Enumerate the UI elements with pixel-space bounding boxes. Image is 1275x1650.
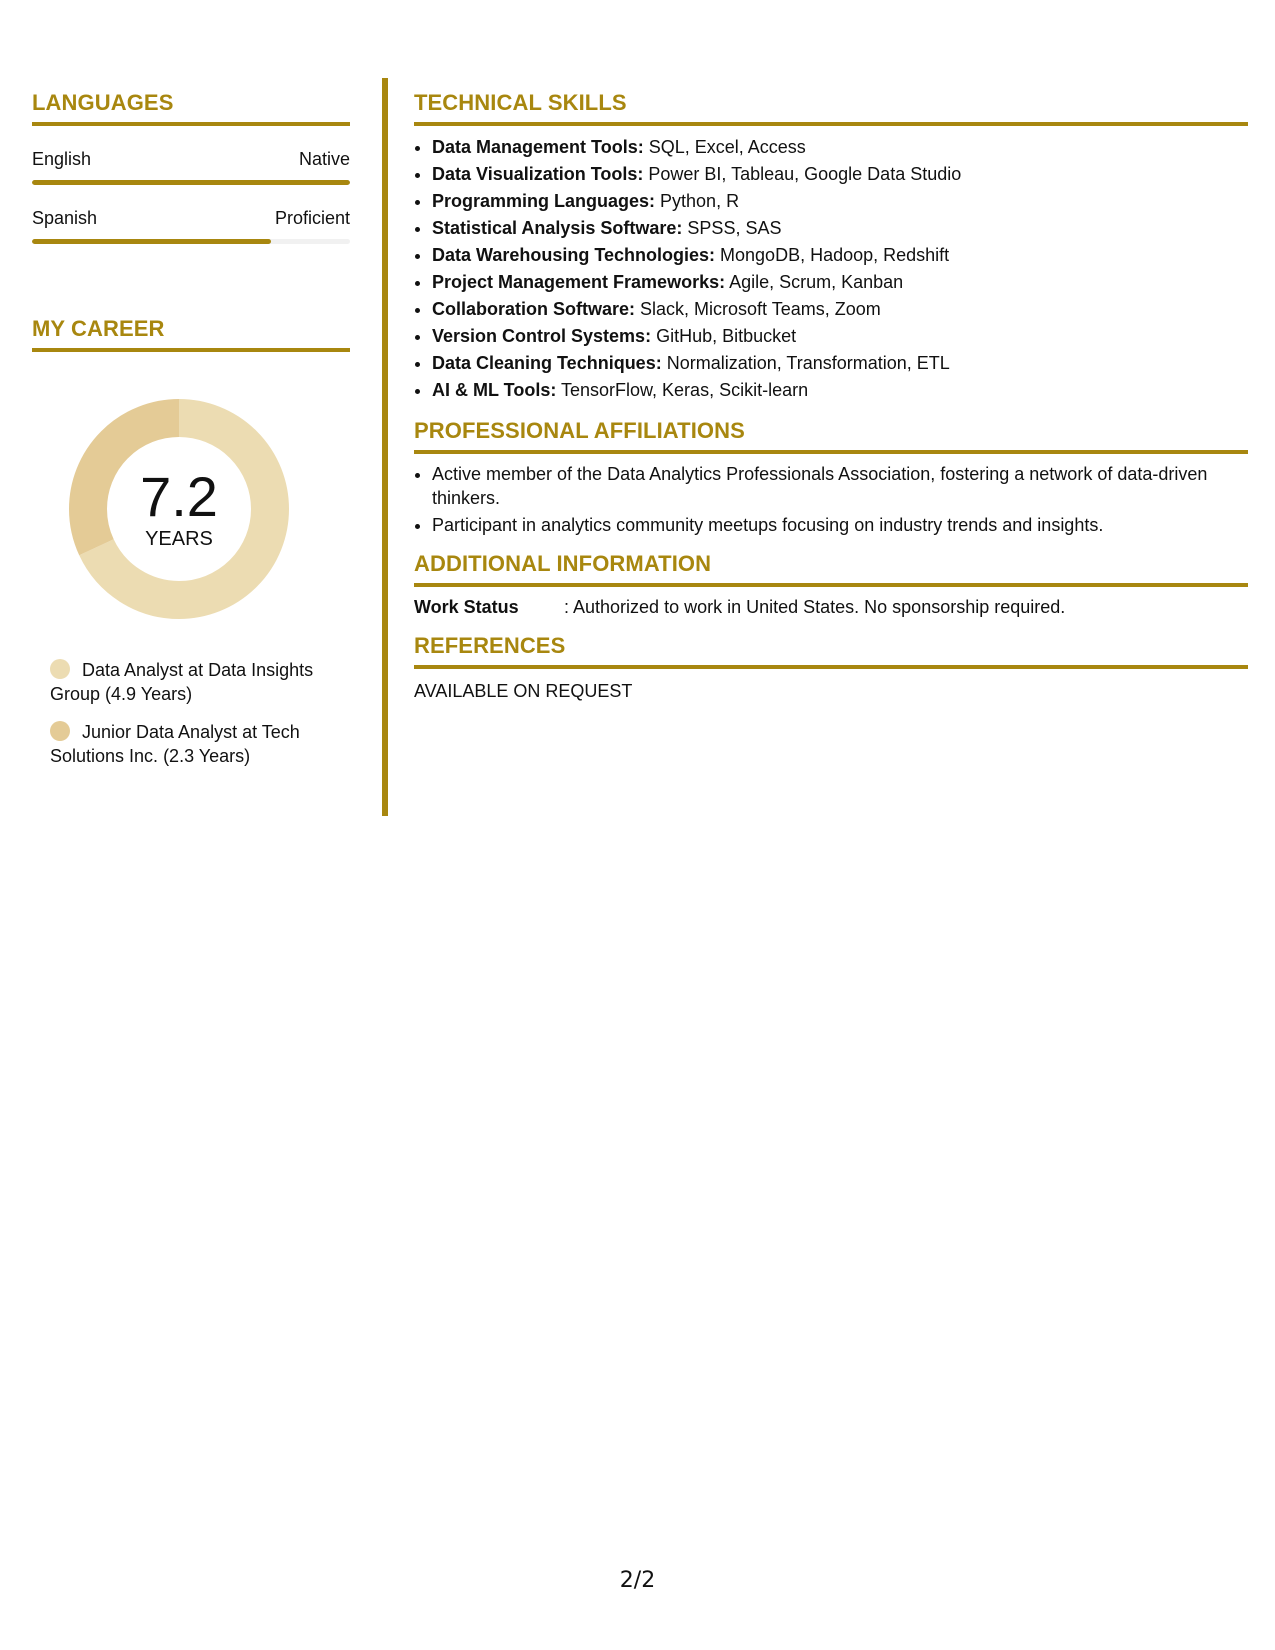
- affiliation-item: • Active member of the Data Analytics Professionals Association, fostering a network of data-driven thinkers.: [432, 462, 1248, 510]
- skill-category: Project Management Frameworks:: [432, 272, 726, 292]
- skill-item: [432, 161, 1248, 188]
- references-section: [414, 633, 1248, 703]
- skill-category: Data Visualization Tools:: [432, 164, 644, 184]
- skill-category: AI & ML Tools:: [432, 380, 557, 400]
- skill-item: [432, 188, 1248, 215]
- career-legend: [50, 658, 350, 768]
- technical-skills-heading: TECHNICAL SKILLS: [414, 90, 1248, 126]
- page-number: 2/2: [619, 1568, 656, 1593]
- skill-category: Data Warehousing Technologies:: [432, 245, 716, 265]
- language-bar-fill: [32, 180, 350, 185]
- references-text: AVAILABLE ON REQUEST: [414, 681, 633, 701]
- affiliation-item: • Participant in analytics community meetups focusing on industry trends and insights.: [432, 513, 1248, 537]
- work-status-label: Work Status: [414, 597, 519, 617]
- skill-values: GitHub, Bitbucket: [651, 326, 797, 346]
- skill-item: [432, 377, 1248, 404]
- affiliations-list: [414, 462, 1248, 537]
- work-status-value: : Authorized to work in United States. No sponsorship required.: [564, 597, 1066, 617]
- affiliations-heading: PROFESSIONAL AFFILIATIONS: [414, 418, 1248, 454]
- career-legend-item: [50, 720, 350, 768]
- right-column: [414, 90, 1248, 703]
- skill-item: [432, 296, 1248, 323]
- affiliations-section: [414, 418, 1248, 537]
- skill-category: Data Cleaning Techniques:: [432, 353, 662, 373]
- career-total-unit: YEARS: [145, 528, 213, 550]
- references-heading: REFERENCES: [414, 633, 1248, 669]
- language-bar-fill: [32, 239, 271, 244]
- work-status-row: [414, 595, 1248, 619]
- skill-values: Agile, Scrum, Kanban: [725, 272, 904, 292]
- language-name: English: [32, 149, 92, 169]
- column-divider: [382, 78, 388, 816]
- career-heading: MY CAREER: [32, 316, 350, 352]
- skill-category: Statistical Analysis Software:: [432, 218, 683, 238]
- skill-item: [432, 350, 1248, 377]
- skill-values: Python, R: [655, 191, 740, 211]
- languages-heading: LANGUAGES: [32, 90, 350, 126]
- skill-values: Normalization, Transformation, ETL: [661, 353, 950, 373]
- language-bar: [32, 180, 350, 185]
- left-column: [32, 90, 350, 782]
- technical-skills-list: [414, 134, 1248, 404]
- skill-category: Version Control Systems:: [432, 326, 652, 346]
- language-level: Native: [298, 149, 350, 169]
- legend-dot-icon: [50, 721, 70, 741]
- career-total-years: 7.2: [140, 465, 218, 528]
- skill-item: [432, 269, 1248, 296]
- career-legend-label: Data Analyst at Data Insights Group (4.9 Years): [50, 660, 314, 704]
- language-level: Proficient: [274, 208, 350, 228]
- skill-values: TensorFlow, Keras, Scikit-learn: [556, 380, 809, 400]
- skill-values: SQL, Excel, Access: [643, 137, 806, 157]
- additional-info-section: [414, 551, 1248, 619]
- career-legend-item: [50, 658, 350, 706]
- skill-values: Power BI, Tableau, Google Data Studio: [643, 164, 962, 184]
- career-donut-chart: [66, 396, 292, 622]
- skill-item: [432, 215, 1248, 242]
- skill-category: Programming Languages:: [432, 191, 656, 211]
- language-bar: [32, 239, 350, 244]
- language-item: [32, 148, 350, 185]
- skill-values: MongoDB, Hadoop, Redshift: [715, 245, 950, 265]
- skill-values: Slack, Microsoft Teams, Zoom: [635, 299, 881, 319]
- skill-item: [432, 323, 1248, 350]
- language-item: [32, 207, 350, 244]
- skill-values: SPSS, SAS: [682, 218, 782, 238]
- career-legend-label: Junior Data Analyst at Tech Solutions Inc. (2.3 Years): [50, 722, 300, 766]
- language-name: Spanish: [32, 208, 98, 228]
- legend-dot-icon: [50, 659, 70, 679]
- skill-item: [432, 134, 1248, 161]
- skill-category: Data Management Tools:: [432, 137, 644, 157]
- skill-category: Collaboration Software:: [432, 299, 636, 319]
- skill-item: [432, 242, 1248, 269]
- additional-info-heading: ADDITIONAL INFORMATION: [414, 551, 1248, 587]
